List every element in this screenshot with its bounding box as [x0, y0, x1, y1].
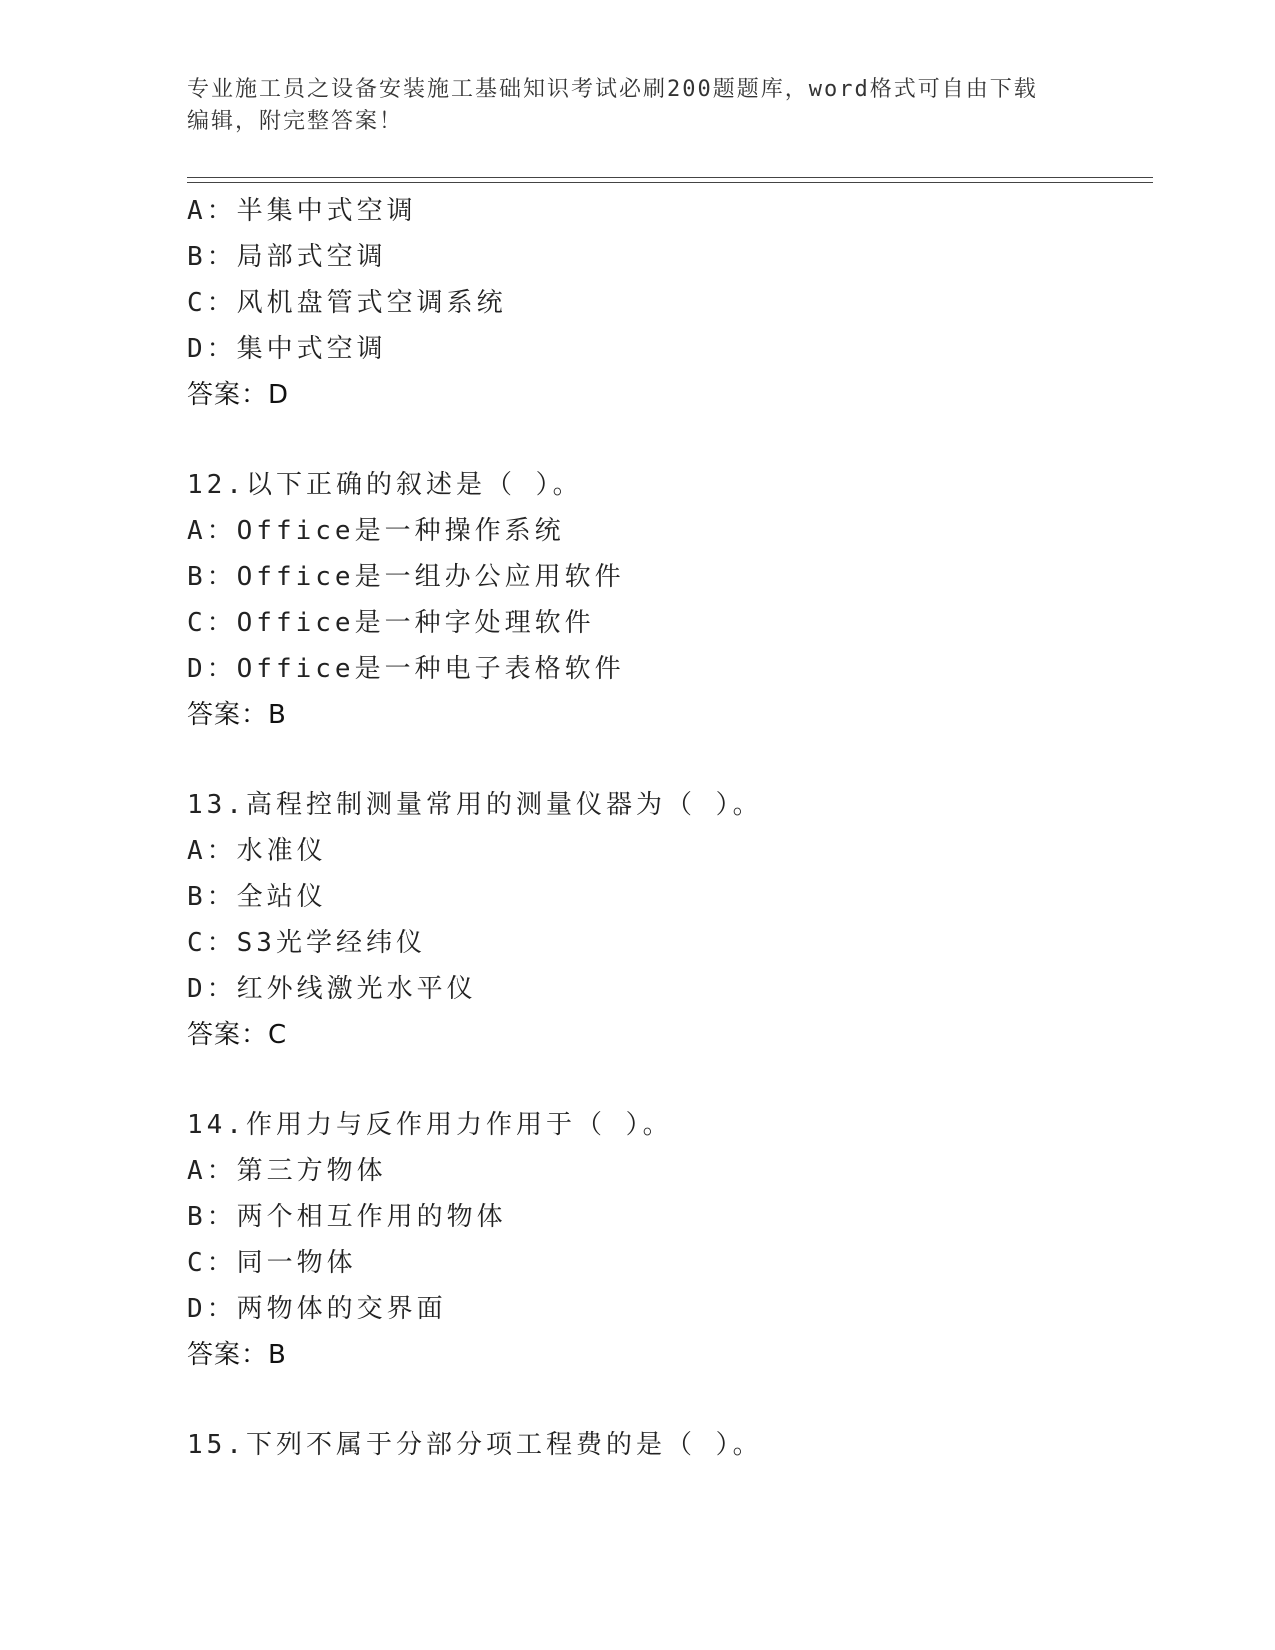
question-11-block — [187, 188, 1147, 418]
question-text: 12.以下正确的叙述是（ ）。 — [187, 470, 583, 500]
option-b: B：两个相互作用的物体 — [187, 1202, 507, 1232]
option-b: B：全站仪 — [187, 882, 327, 912]
spacer — [187, 738, 1147, 782]
document-header — [187, 74, 1067, 138]
question-14-block — [187, 1102, 1147, 1378]
header-line-1: 专业施工员之设备安装施工基础知识考试必刷200题题库，word格式可自由下载 — [187, 77, 1038, 102]
answer: 答案：C — [187, 1020, 288, 1050]
option-c: C：风机盘管式空调系统 — [187, 288, 507, 318]
option-d: D：红外线激光水平仪 — [187, 974, 477, 1004]
header-rule-bottom — [187, 182, 1153, 183]
option-d: D：Office是一种电子表格软件 — [187, 654, 625, 684]
option-c: C：Office是一种字处理软件 — [187, 608, 595, 638]
question-12-block — [187, 462, 1147, 738]
question-text: 14.作用力与反作用力作用于（ ）。 — [187, 1110, 673, 1140]
spacer — [187, 418, 1147, 462]
question-text: 15.下列不属于分部分项工程费的是（ ）。 — [187, 1430, 763, 1460]
option-b: B：局部式空调 — [187, 242, 387, 272]
question-list — [187, 188, 1147, 1468]
option-d: D：两物体的交界面 — [187, 1294, 447, 1324]
answer: 答案：B — [187, 700, 287, 730]
option-c: C：S3光学经纬仪 — [187, 928, 426, 958]
option-b: B：Office是一组办公应用软件 — [187, 562, 625, 592]
header-rule-top — [187, 177, 1153, 178]
question-13-block — [187, 782, 1147, 1058]
option-a: A：Office是一种操作系统 — [187, 516, 565, 546]
header-line-2: 编辑，附完整答案！ — [187, 109, 404, 134]
question-text: 13.高程控制测量常用的测量仪器为（ ）。 — [187, 790, 763, 820]
option-c: C：同一物体 — [187, 1248, 357, 1278]
option-a: A：水准仪 — [187, 836, 327, 866]
answer: 答案：B — [187, 1340, 287, 1370]
option-a: A：第三方物体 — [187, 1156, 387, 1186]
spacer — [187, 1378, 1147, 1422]
answer: 答案：D — [187, 380, 290, 410]
spacer — [187, 1058, 1147, 1102]
option-a: A：半集中式空调 — [187, 196, 417, 226]
option-d: D：集中式空调 — [187, 334, 387, 364]
question-15-block — [187, 1422, 1147, 1468]
